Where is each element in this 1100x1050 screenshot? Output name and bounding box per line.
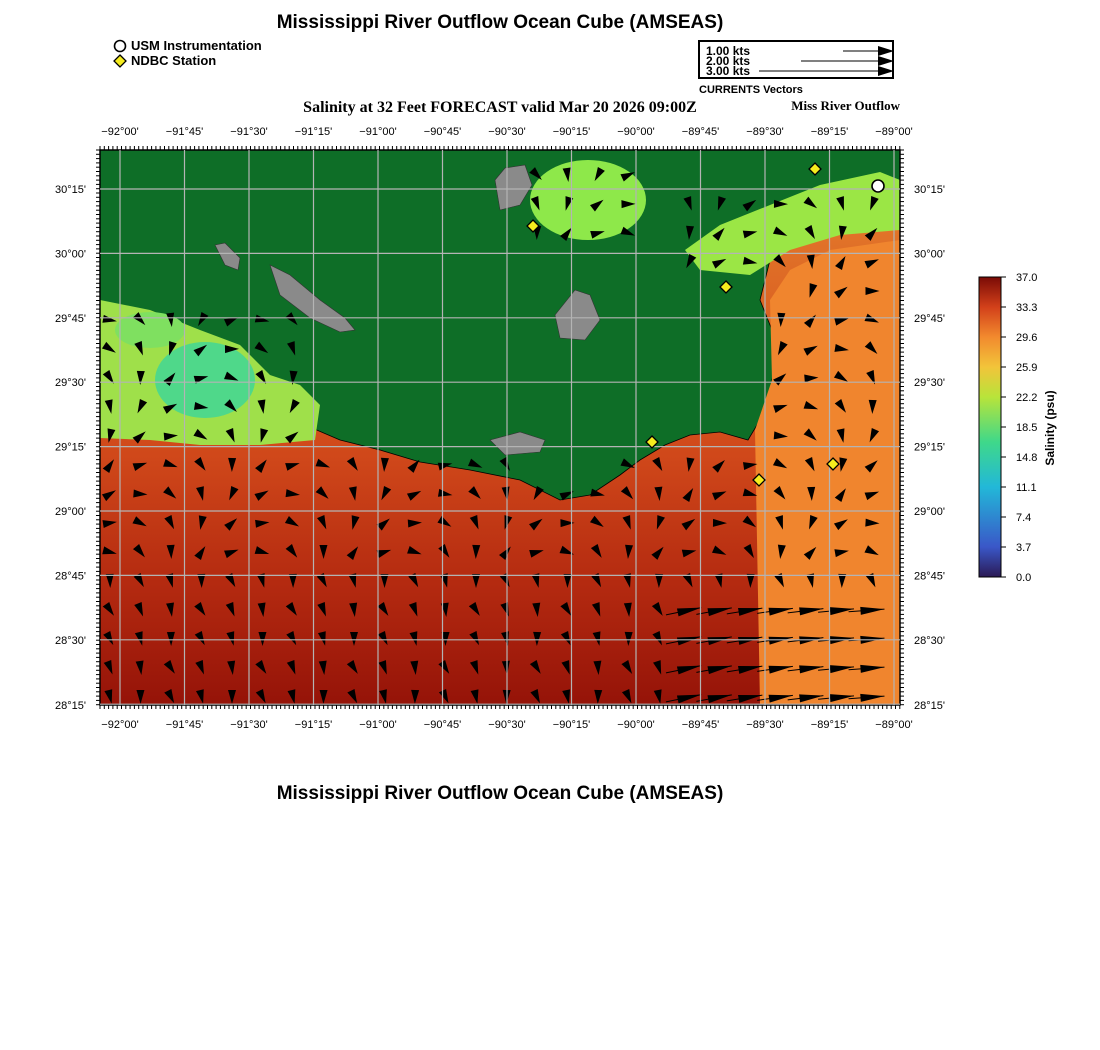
colorbar-tick-label: 7.4 [1016,512,1032,524]
lon-tick-label-bottom: −90°30' [488,719,526,731]
colorbar-tick-label: 22.2 [1016,392,1038,404]
region-note: Miss River Outflow [791,98,900,113]
lat-tick-label-left: 28°30' [55,634,86,647]
colorbar-tick-label: 33.3 [1016,302,1038,314]
lon-tick-label-top: −90°30' [488,126,526,138]
lon-tick-label-top: −91°15' [294,126,333,138]
lon-tick-label-bottom: −89°15' [810,719,849,731]
vector-label-2: 2.00 kts [706,54,751,68]
lon-tick-label-top: −92°00' [101,126,139,138]
bottom-figure-title: Mississippi River Outflow Ocean Cube (AMSEAS) [276,783,724,804]
lat-tick-label-right: 29°15' [914,441,945,454]
lon-tick-label-bottom: −89°00' [875,719,913,731]
lon-tick-label-bottom: −89°30' [746,719,784,731]
lat-tick-label-left: 29°45' [55,312,86,325]
lat-tick-label-right: 28°45' [914,570,945,583]
lake-pontchartrain-water [530,160,646,240]
lat-tick-label-left: 28°15' [55,700,86,712]
east-plume [755,240,900,705]
lon-tick-label-top: −90°45' [423,126,462,138]
lat-tick-label-left: 29°00' [55,506,86,518]
lon-tick-label-top: −91°30' [230,126,268,138]
map-subtitle: Salinity at 32 Feet FORECAST valid Mar 20 2026 09:00Z [303,99,697,116]
lon-tick-label-top: −89°00' [875,126,913,138]
lon-tick-label-bottom: −91°30' [230,719,268,731]
lat-tick-label-left: 29°15' [55,441,86,454]
legend-ndbc-label: NDBC Station [131,53,217,68]
figure-title: Mississippi River Outflow Ocean Cube (AMSEAS) [276,12,724,33]
colorbar-tick-label: 25.9 [1016,362,1038,374]
lat-tick-label-left: 30°15' [55,184,86,196]
lon-tick-label-top: −91°00' [359,126,397,138]
lat-tick-label-right: 29°45' [914,312,945,325]
lon-tick-label-bottom: −89°45' [681,719,720,731]
lat-tick-label-right: 30°15' [914,184,945,196]
lon-tick-label-bottom: −90°15' [552,719,591,731]
colorbar-tick-label: 3.7 [1016,542,1032,554]
colorbar-tick-label: 29.6 [1016,332,1038,344]
colorbar [979,277,1001,577]
lon-tick-label-bottom: −91°45' [165,719,204,731]
colorbar-tick-label: 14.8 [1016,452,1038,464]
lon-tick-label-bottom: −92°00' [101,719,139,731]
lat-tick-label-right: 29°30' [914,377,945,390]
usm-instrument-marker [872,180,884,192]
colorbar-tick-label: 11.1 [1016,482,1037,494]
vector-label-1: 1.00 kts [706,44,751,58]
lon-tick-label-bottom: −90°45' [423,719,462,731]
vector-label-3: 3.00 kts [706,64,751,78]
lon-tick-label-bottom: −91°00' [359,719,397,731]
vector-legend-caption: CURRENTS Vectors [699,84,803,96]
colorbar-tick-label: 18.5 [1016,422,1038,434]
lat-tick-label-right: 29°00' [914,506,945,518]
lon-tick-label-top: −89°30' [746,126,784,138]
colorbar-label: Salinity (psu) [1043,390,1057,466]
lon-tick-label-top: −90°00' [617,126,655,138]
lon-tick-label-top: −91°45' [165,126,204,138]
lat-tick-label-right: 28°30' [914,634,945,647]
lon-tick-label-top: −89°15' [810,126,849,138]
lat-labels-left [55,184,86,712]
lat-tick-label-left: 30°00' [55,248,86,261]
lon-tick-label-top: −89°45' [681,126,720,138]
lat-labels-right [914,184,945,712]
lon-tick-label-bottom: −90°00' [617,719,655,731]
lat-tick-label-right: 28°15' [914,700,945,712]
colorbar-ticks [1001,272,1037,584]
lat-tick-label-left: 28°45' [55,570,86,583]
legend-usm-label: USM Instrumentation [131,38,262,53]
map-body [100,150,900,706]
colorbar-tick-label: 0.0 [1016,572,1032,584]
lon-tick-label-top: −90°15' [552,126,591,138]
lat-tick-label-left: 29°30' [55,377,86,390]
lon-tick-label-bottom: −91°15' [294,719,333,731]
lon-labels-top [101,126,912,138]
lat-tick-label-right: 30°00' [914,248,945,261]
colorbar-tick-label: 37.0 [1016,272,1038,284]
lon-labels-bottom [101,719,912,731]
